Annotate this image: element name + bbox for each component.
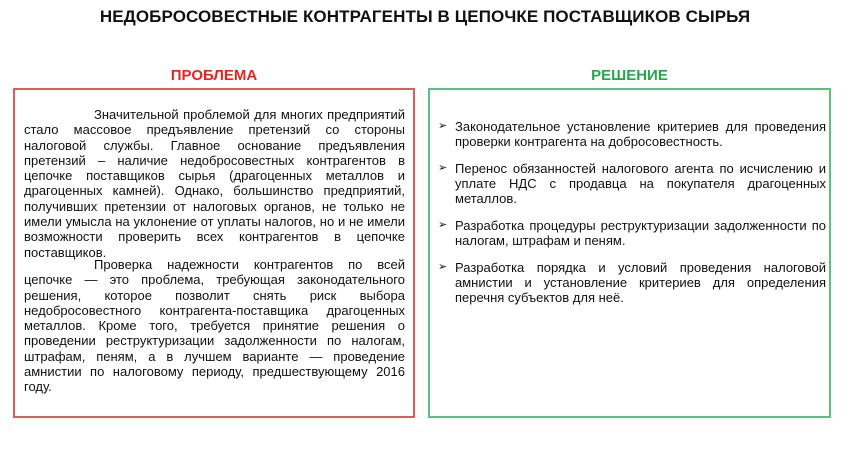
- solution-item-text: Разработка порядка и условий проведения налоговой амнистии и установление критериев для определения перечня субъектов для неё.: [455, 260, 826, 305]
- solution-panel: [428, 88, 831, 418]
- problem-panel: [13, 88, 415, 418]
- arrow-bullet-icon: ➢: [438, 162, 448, 174]
- arrow-bullet-icon: ➢: [438, 120, 448, 132]
- arrow-bullet-icon: ➢: [438, 261, 448, 273]
- solution-item: [438, 119, 826, 149]
- problem-paragraph-1: Значительной проблемой для многих предприятий стало массовое предъявление претензий со стороны налоговой службы. Главное основание предъявления претензий – наличие недобросовестных контрагентов в цепочке поставщиков сырья (драгоценных металлов и драгоценных камней). Однако, большинство предприятий, получивших претензии от налоговых органов, не только не имели умысла на уклонение от уплаты налогов, но и не имели возможности проверить всех контрагентов в цепочке поставщиков.: [24, 107, 405, 260]
- solution-item-text: Перенос обязанностей налогового агента по исчислению и уплате НДС с продавца на покупателя драгоценных металлов.: [455, 161, 826, 206]
- problem-heading: ПРОБЛЕМА: [170, 67, 258, 84]
- solution-list: [438, 119, 826, 317]
- solution-item: [438, 260, 826, 305]
- solution-item: [438, 161, 826, 206]
- solution-item-text: Разработка процедуры реструктуризации задолженности по налогам, штрафам и пеням.: [455, 218, 826, 248]
- solution-item-text: Законодательное установление критериев для проведения проверки контрагента на добросовестность.: [455, 119, 826, 149]
- problem-paragraph-2: Проверка надежности контрагентов по всей цепочке — это проблема, требующая законодательного решения, которое позволит снять риск выбора недобросовестного контрагента-поставщика драгоценных металлов. Кроме того, требуется принятие решения о проведении реструктуризации задолженности по налогам, штрафам, пеням, а в лучшем варианте — проведение амнистии по налоговому периоду, предшествующему 2016 году.: [24, 257, 405, 395]
- page-title: НЕДОБРОСОВЕСТНЫЕ КОНТРАГЕНТЫ В ЦЕПОЧКЕ ПОСТАВЩИКОВ СЫРЬЯ: [99, 7, 751, 26]
- solution-item: [438, 218, 826, 248]
- solution-heading: РЕШЕНИЕ: [591, 67, 668, 84]
- arrow-bullet-icon: ➢: [438, 219, 448, 231]
